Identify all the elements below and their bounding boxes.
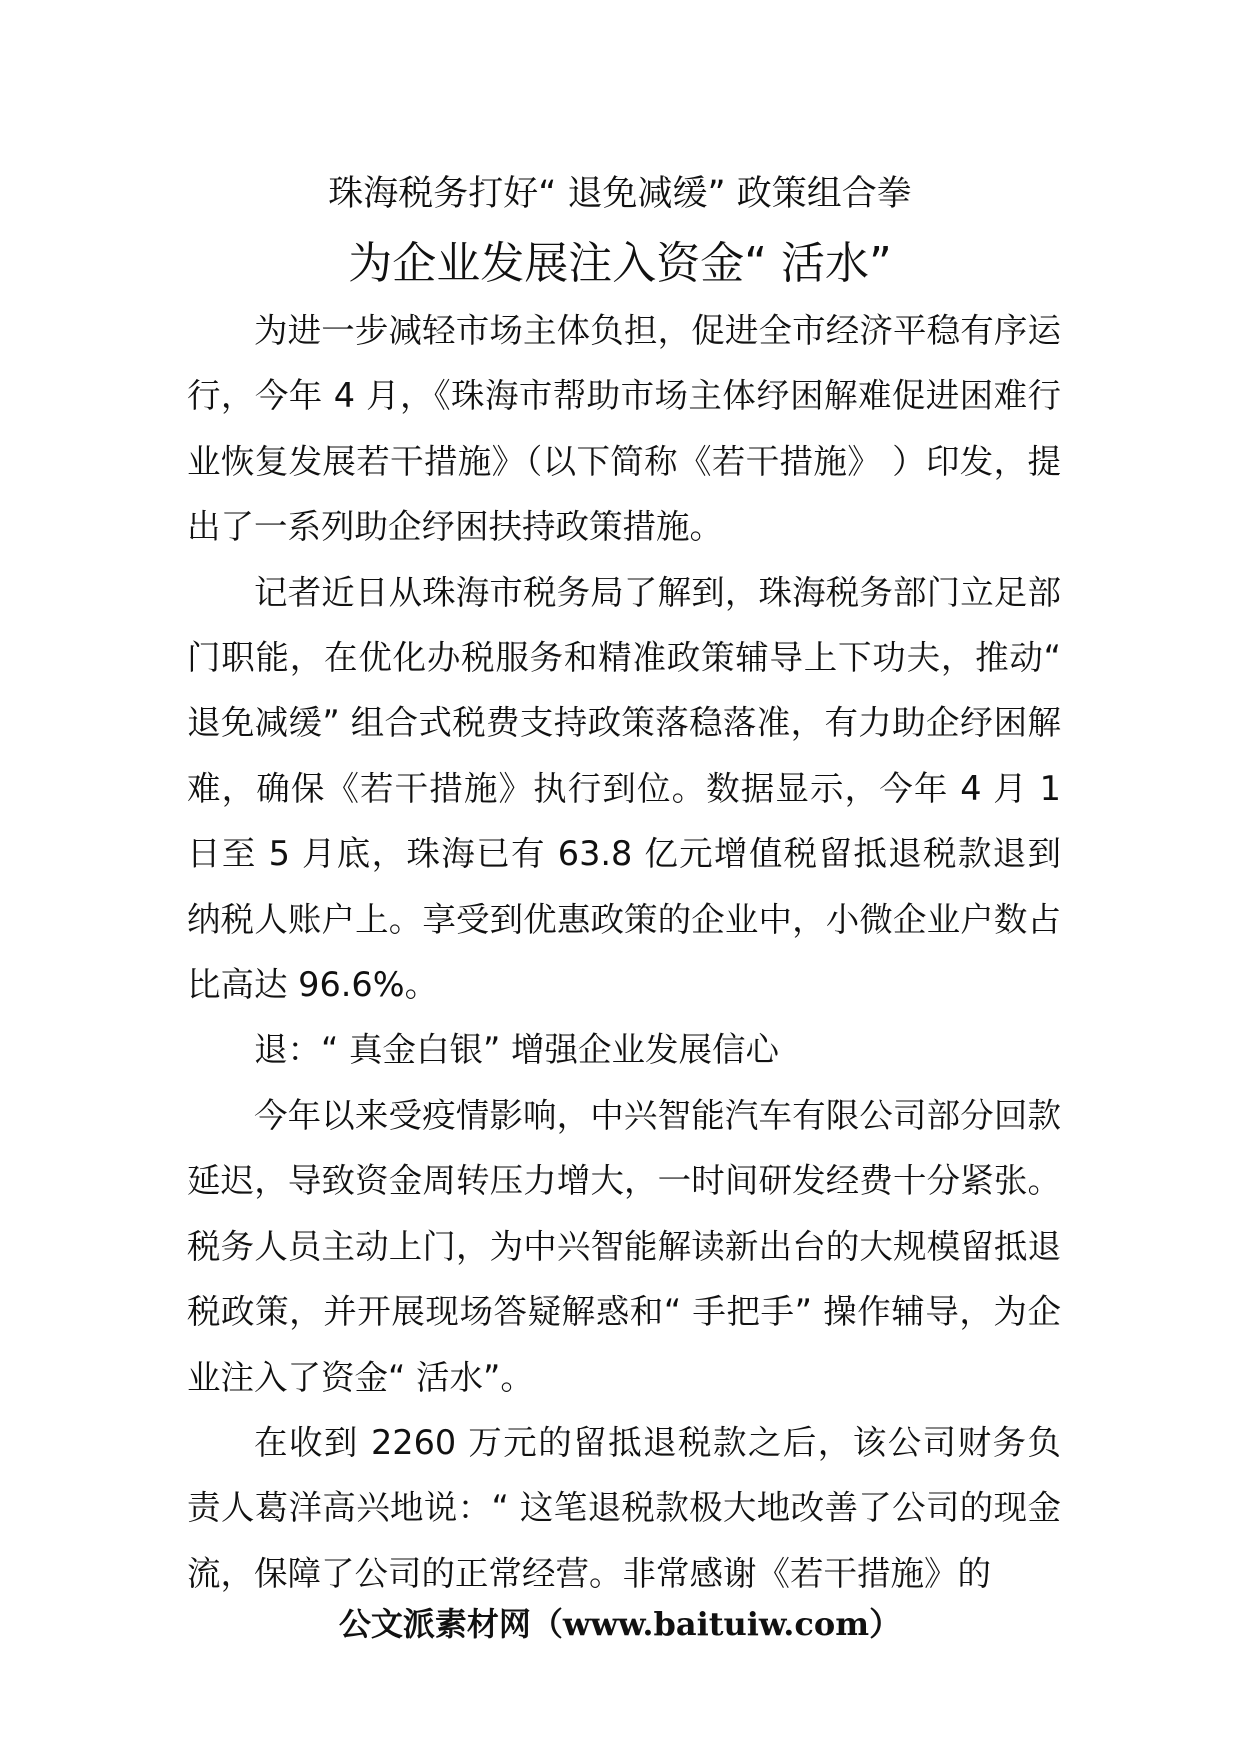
paragraph: 今年以来受疫情影响，中兴智能汽车有限公司部分回款延迟，导致资金周转压力增大，一时间研发经费十分紧张。税务人员主动上门，为中兴智能解读新出台的大规模留抵退税政策，并开展现场答疑解惑和“ 手把手” 操作辅导，为企业注入了资金“ 活水”。 bbox=[187, 1095, 1061, 1397]
paragraph: 为进一步减轻市场主体负担，促进全市经济平稳有序运行，今年 4 月，《珠海市帮助市场主体纾困解难促进困难行业恢复发展若干措施》（以下简称《若干措施》 ）印发，提出了一系列助企纾困扶持政策措施。 bbox=[187, 311, 1061, 547]
paragraph: 记者近日从珠海市税务局了解到，珠海税务部门立足部门职能，在优化办税服务和精准政策辅导上下功夫，推动“ 退免减缓” 组合式税费支持政策落稳落准，有力助企纾困解难，确保《若干措施》执行到位。数据显示，今年 4 月 1 日至 5 月底，珠海已有 63.8 亿元增值税留抵退税款退到纳税人账户上。享受到优惠政策的企业中，小微企业户数占比高达 96.6%。 bbox=[187, 572, 1061, 1005]
document-subtitle: 珠海税务打好“ 退免减缓” 政策组合拳 bbox=[328, 174, 912, 214]
document-body bbox=[187, 298, 1061, 1606]
section-heading: 退：“ 真金白银” 增强企业发展信心 bbox=[254, 1030, 780, 1070]
document-title: 为企业发展注入资金“ 活水” bbox=[348, 238, 892, 289]
paragraph: 在收到 2260 万元的留抵退税款之后，该公司财务负责人葛洋高兴地说：“ 这笔退税款极大地改善了公司的现金流，保障了公司的正常经营。非常感谢《若干措施》的 bbox=[187, 1422, 1061, 1593]
page-footer-watermark: 公文派素材网（www.baituiw.com） bbox=[338, 1605, 902, 1643]
